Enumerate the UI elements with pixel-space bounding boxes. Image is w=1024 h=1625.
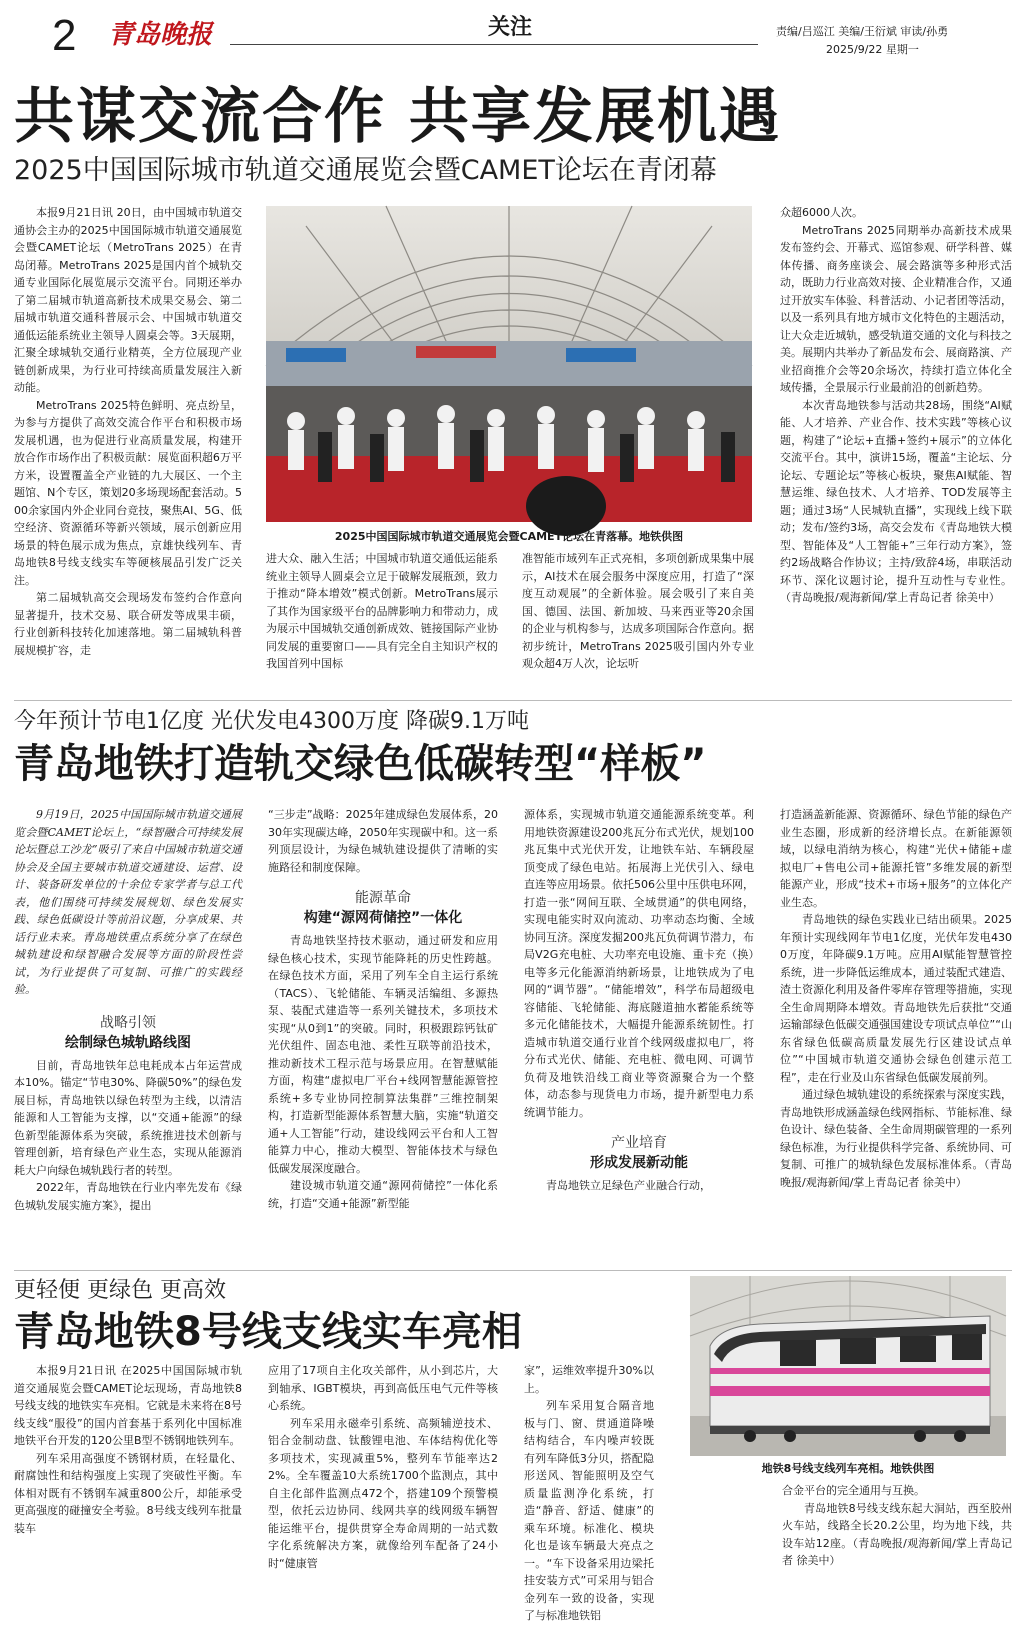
paragraph: MetroTrans 2025同期举办高新技术成果发布签约会、开幕式、巡馆参观、研学科普、媒体传播、商务座谈会、展会路演等多种形式活动，既助力行业高效对接、企业精准合作，又通过开放实车体验、科普活动、小记者团等活动，以及一系列具有地方城市文化特色的主题活动，让大众走近城轨，感受轨道交通的文化与科技之美。展期内共举办了新品发布会、展商路演、产业招商推介会等20余场次，持续打造立体化全域传播，全景展示行业最前沿的创新趋势。 [780,223,1012,394]
header-rule [230,44,758,45]
paragraph: 家”，运维效率提升30%以上。 [524,1364,654,1395]
article2-column-4 [780,806,1012,1266]
paragraph: 目前，青岛地铁年总电耗成本占年运营成本10%。锚定“节电30%、降碳50%”的绿色发展目标，青岛地铁以绿色转型为主线，以清洁能源和人工智能为支撑，以“交通+能源”的绿色新型能源体系为突破，系统推进技术创新与管理创新，培育绿色产业生态，实现从能源消耗大户向绿色城轨践行者的转型。 [14,1058,242,1177]
paragraph: MetroTrans 2025特色鲜明、亮点纷呈，为参与方提供了高效交流合作平台和积极市场发展机遇，也为促进行业高质量发展，构建开放合作市场作出了积极贡献：展览面积超6万平方米，设置覆盖全产业链的九大展区、一个主题馆、N个专区，策划20多场现场配套活动。500余家国内外企业同台竞技，聚焦AI、5G、低空经济、资源循环等新兴领域，展示创新应用场景的特色展示成为焦点，京雄快线列车、青岛地铁8号线支线实车等硬核展品引发广泛关注。 [14,398,242,587]
paper-logo: 青岛晚报 [108,20,213,50]
divider [14,700,1012,701]
paragraph: 青岛地铁8号线支线东起大洞站，西至胶州火车站，线路全长20.2公里，均为地下线，共设车站12座。（青岛晚报/观海新闻/掌上青岛记者 徐美中） [782,1501,1012,1567]
paragraph: 列车采用复合隔音地板与门、窗、贯通道降噪结构结合，车内噪声较既有列车降低3分贝，搭配隐形送风、智能照明及空气质量监测净化系统，打造“静音、舒适、健康”的乘车环境。标准化、模块化也是该车辆最大亮点之一。“车下设备采用边梁托挂安装方式”可采用与铝合金列车一致的设备，实现了与标准地铁铝 [524,1399,654,1622]
paragraph: 第二届城轨高交会现场发布签约合作意向显著提升，技术交易、联合研发等成果丰硕，行业创新科技转化加速落地。第二届城轨科普展规模扩容，走 [14,591,242,657]
article3-column-3 [524,1362,654,1622]
article3-kicker: 更轻便 更绿色 更高效 [14,1278,226,1303]
paragraph: 青岛地铁的绿色实践业已结出硕果。2025年预计实现线网年节电1亿度，光伏年发电4300万度，年降碳9.1万吨。应用AI赋能智慧管控系统，进一步降低运维成本，通过装配式建造、渣土资源化利用及备件零库存管理等措施，实现全生命周期降本增效。青岛地铁先后获批“交通运输部绿色低碳交通强国建设专项试点单位”“山东省绿色低碳高质量发展先行区建设试点单位”“中国城市轨道交通协会绿色创建示范工程”，走在行业及山东省绿色低碳发展前列。 [780,913,1012,1084]
article2-subhead-2 [268,888,498,928]
paragraph: 列车采用永磁牵引系统、高频辅逆技术、铝合金制动盘、钛酸锂电池、车体结构优化等多项技术，实现减重5%，整列车节能率达22%。全车覆盖10大系统1700个监测点，其中自主化部件监测点472个，搭建109个预警模型，依托云边协同、线网共享的线网级车辆智能运维平台，提供贯穿全寿命周期的一站式数字化系统解决方案，就像给列车配备了24小时“健康管 [268,1416,498,1570]
article3-photo-caption: 地铁8号线支线列车亮相。地铁供图 [761,1462,935,1475]
subhead-title: 构建“源网荷储控”一体化 [303,910,463,926]
article1-photo-caption: 2025中国国际城市轨道交通展览会暨CAMET论坛在青落幕。地铁供图 [334,530,684,543]
article1-column-4 [780,204,1012,690]
paragraph: 应用了17项自主化攻关部件，从小到芯片，大到轴承、IGBT模块，再到高低压电气元件等核心系统。 [268,1364,498,1412]
subhead-kicker: 产业培育 [611,1135,667,1151]
paragraph: 众超6000人次。 [780,206,863,219]
article2-column-3 [524,806,754,1266]
article2-subhead-3 [524,1133,754,1173]
subhead-title: 形成发展新动能 [590,1155,688,1171]
paragraph: 合金平台的完全通用与互换。 [782,1484,925,1497]
article3-column-4 [782,1482,1012,1570]
issue-date: 2025/9/22 星期一 [826,43,919,56]
divider [14,1270,1012,1271]
paragraph: 进大众、融入生活；中国城市轨道交通低运能系统业主领导人圆桌会立足于破解发展瓶颈，致力于推动“降本增效”模式创新。MetroTrans展示了其作为国家级平台的品牌影响力和带动力，成为展示中国城轨交通创新成效、链接国际产业协同发展的重要窗口——具有完全自主知识产权的我国首列中国标 [266,552,498,670]
metro-train-photo [690,1276,1006,1456]
paragraph: 本报9月21日讯 在2025中国国际城市轨道交通展览会暨CAMET论坛现场，青岛地铁8号线支线的地铁实车亮相。它就是未来将在8号线支线“服役”的国内首套基于系列化中国标准地铁平台开发的120公里B型不锈钢地铁列车。 [14,1364,242,1447]
paragraph: 准智能市域列车正式亮相，多项创新成果集中展示，AI技术在展会服务中深度应用，打造了“深度互动观展”的全新体验。展会吸引了来自美国、德国、法国、新加坡、马来西亚等20余国的企业与机构参与，达成多项国际合作意向。据初步统计，MetroTrans 2025吸引国内外专业观众超4万人次，论坛听 [522,552,754,670]
subhead-title: 绘制绿色城轨路线图 [65,1034,191,1051]
expo-hall-photo [266,206,752,522]
editors-credit: 责编/吕巡江 美编/王衍斌 审读/孙勇 [776,25,949,38]
paragraph: 本次青岛地铁参与活动共28场，围绕“AI赋能、人才培养、产业合作、技术实践”等核心议题，构建了“论坛+直播+签约+展示”的立体化交流平台。其中，演讲15场，覆盖“主论坛、分论坛、专题论坛”等核心板块，聚焦AI赋能、智慧运维、绿色技术、人才培养、TOD发展等主题；通过3场“人民城轨直播”，实现线上线下联动；发布/签约3场，高交会发布《青岛地铁大模型、智能体及“人工智能+”三年行动方案》，签约2场战略合作协议；主持/致辞4场，串联活动环节、深化议题讨论，提升互动性与专业性。（青岛晚报/观海新闻/掌上青岛记者 徐美中） [780,398,1012,604]
article2-column-1 [14,806,242,1266]
article2-headline: 青岛地铁打造轨交绿色低碳转型“样板” [14,741,707,787]
paragraph: 青岛地铁坚持技术驱动，通过研发和应用绿色核心技术，实现节能降耗的历史性跨越。在绿色技术方面，采用了列车全自主运行系统（TACS）、飞轮储能、车辆灵活编组、多源热泵、装配式建造等一系列关键技术，多项技术实现“从0到1”的突破。同时，积极跟踪钙钛矿光伏组件、固态电池、柔性互联等前沿技术，推动新技术工程示范与场景应用。在智慧赋能方面，构建“虚拟电厂平台+线网智慧能源管控系统+多专业协同控制算法集群”三维控制架构，打造新型能源体系智慧大脑，实施“轨道交通+人工智能”行动，建设线网云平台和人工智能算力中心，推动大模型、智能体技术与绿色低碳发展深度融合。 [268,934,498,1175]
article2-subhead-1 [14,1013,242,1053]
article2-kicker: 今年预计节电1亿度 光伏发电4300万度 降碳9.1万吨 [14,709,529,734]
expo-hall-illustration [266,206,752,522]
section-title: 关注 [487,15,532,40]
paragraph: 源体系，实现城市轨道交通能源系统变革。利用地铁资源建设200兆瓦分布式光伏，规划100兆瓦集中式光伏开发，让地铁车站、车辆段屋顶变成了绿色电站。拓展海上光伏引入、绿电直连等应用场景。依托506公里中压供电环网，打造一张“网间互联、全域贯通”的供电网络，实现电能实时双向流动、功率动态均衡、全域协同互济。深度发掘200兆瓦负荷调节潜力，布局V2G充电桩、大功率充电设施、重卡充（换）电等多元化能源消纳新场景，让地铁成为了电网的“调节器”。“储能增效”，科学布局超级电容储能、飞轮储能、海底隧道抽水蓄能系统等多元化储能技术，大幅提升能源系统韧性。打造城市轨道交通行业首个线网级虚拟电厂，将分布式光伏、储能、充电桩、微电网、可调节负荷及地铁沿线工商业等资源聚合为一个整体，动态参与现货电力市场，提升新型电力系统调节能力。 [524,808,754,1119]
paragraph: 通过绿色城轨建设的系统探索与深度实践，青岛地铁形成涵盖绿色线网指标、节能标准、绿色设计、绿色装备、全生命周期碳管理的一系列绿色标准，为行业提供科学完备、系统协同、可复制、可推广的城轨绿色发展标准体系。（青岛晚报/观海新闻/掌上青岛记者 徐美中） [780,1088,1012,1189]
article1-column-1 [14,204,242,690]
article1-subheadline: 2025中国国际城市轨道交通展览会暨CAMET论坛在青闭幕 [14,155,717,186]
article1-headline: 共谋交流合作 共享发展机遇 [14,82,781,152]
paragraph: “三步走”战略：2025年建成绿色发展体系，2030年实现碳达峰，2050年实现碳中和。这一系列顶层设计，为绿色城轨建设提供了清晰的实施路径和制度保障。 [268,808,498,874]
subhead-kicker: 能源革命 [355,890,411,906]
metro-train-illustration [690,1276,1006,1456]
subhead-kicker: 战略引领 [100,1014,156,1031]
article1-column-3 [522,550,754,690]
lead-paragraph: 9月19日，2025中国国际城市轨道交通展览会暨CAMET论坛上，“绿智融合可持续发展论坛暨总工沙龙”吸引了来自中国城市轨道交通协会及全国主要城市轨道交通建设、运营、设计、装备研发单位的十余位专家学者与总工代表，他们围绕可持续发展规划、绿色发展实践、绿色低碳设计等前沿议题，分享成果、共话行业未来。青岛地铁重点系统分享了在绿色城轨建设和绿智融合发展等方面的阶段性尝试，为行业提供了可复制、可推广的实践经验。 [14,808,242,996]
paragraph: 建设城市轨道交通“源网荷储控”一体化系统，打造“交通+能源”新型能 [268,1179,498,1210]
paragraph: 打造涵盖新能源、资源循环、绿色节能的绿色产业生态圈，形成新的经济增长点。在新能源领域，以绿电消纳为核心，构建“光伏+储能+虚拟电厂+售电公司+能源托管”多维发展的新型能源产业，形成“技术+市场+服务”的立体化产业生态。 [780,808,1012,909]
article3-headline: 青岛地铁8号线支线实车亮相 [14,1309,522,1355]
article3-column-2 [268,1362,498,1570]
paragraph: 2022年，青岛地铁在行业内率先发布《绿色城轨发展实施方案》，提出 [14,1181,242,1212]
paragraph: 本报9月21日讯 20日，由中国城市轨道交通协会主办的2025中国国际城市轨道交通展览会暨CAMET论坛（MetroTrans 2025）在青岛闭幕。MetroTrans 2025是国内首个城轨交通专业国际化展览展示交流平台。同期还举办了第二届城市轨道高新技术成果交易会、第二届城市轨道交通科普展示会、中国城市轨道交通低运能系统业主领导人圆桌会等。3天展期，汇聚全球城轨交通行业精英，全方位展现产业链创新成果，为行业可持续高质量发展注入新动能。 [14,206,242,394]
article1-column-2 [266,550,498,690]
masthead [0,0,1024,70]
paragraph: 青岛地铁立足绿色产业融合行动， [546,1179,711,1192]
article2-column-2 [268,806,498,1266]
paragraph: 列车采用高强度不锈钢材质，在轻量化、耐腐蚀性和结构强度上实现了突破性平衡。车体相对既有不锈钢车减重800公斤，却能承受更高强度的碰撞安全考验。8号线支线列车批量装车 [14,1451,242,1535]
article3-column-1 [14,1362,242,1570]
page-number: 2 [52,11,77,60]
